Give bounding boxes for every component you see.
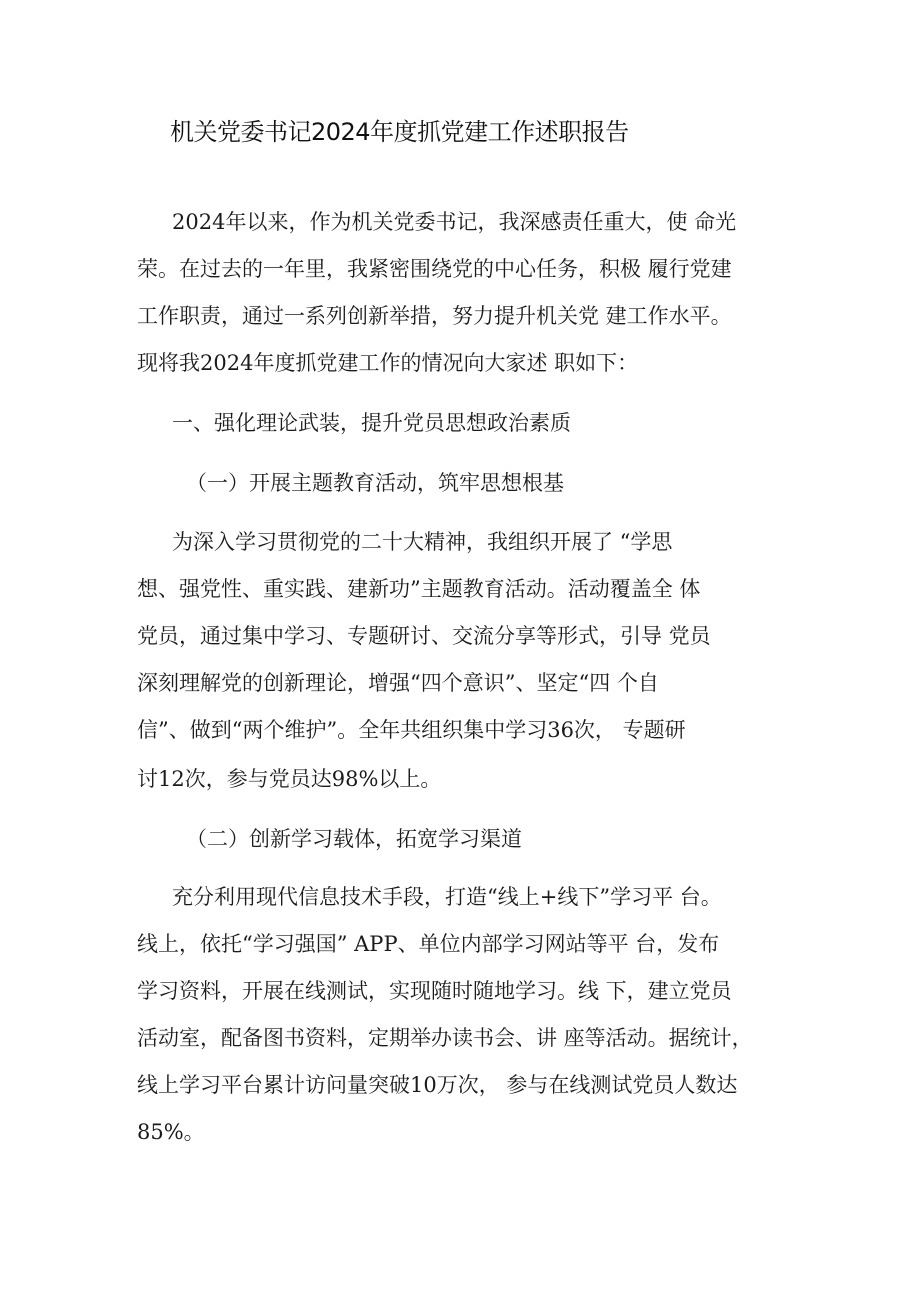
paragraph-line: 为深入学习贯彻党的二十大精神，我组织开展了 “学思 — [172, 530, 673, 554]
paragraph-line: 党员，通过集中学习、专题研讨、交流分享等形式，引导 党员 — [137, 624, 711, 648]
document-title: 机关党委书记2024年度抓党建工作述职报告 — [170, 118, 629, 146]
paragraph-line: 讨12次，参与党员达98%以上。 — [137, 767, 442, 791]
paragraph-line: 学习资料，开展在线测试，实现随时随地学习。线 下，建立党员 — [137, 979, 732, 1003]
paragraph-line: 活动室，配备图书资料，定期举办读书会、讲 座等活动。据统计， — [137, 1026, 753, 1050]
paragraph-line: 深刻理解党的创新理论，增强“四个意识”、坚定“四 个自 — [137, 671, 659, 695]
paragraph-line: 工作职责，通过一系列创新举措，努力提升机关党 建工作水平。 — [137, 304, 732, 328]
paragraph-line: 现将我2024年度抓党建工作的情况向大家述 职如下： — [137, 351, 639, 375]
paragraph-line: 线上学习平台累计访问量突破10万次， 参与在线测试党员人数达 — [137, 1073, 738, 1097]
paragraph-line: 85%。 — [137, 1120, 205, 1144]
section-heading: 一、强化理论武装，提升党员思想政治素质 — [172, 411, 571, 435]
paragraph-line: 2024年以来，作为机关党委书记，我深感责任重大，使 命光 — [172, 210, 737, 234]
paragraph-line: 想、强党性、重实践、建新功”主题教育活动。活动覆盖全 体 — [137, 577, 701, 601]
subsection-heading: （一）开展主题教育活动，筑牢思想根基 — [186, 471, 564, 495]
paragraph-line: 线上，依托“学习强国” APP、单位内部学习网站等平 台，发布 — [137, 932, 720, 956]
paragraph-line: 荣。在过去的一年里，我紧密围绕党的中心任务，积极 履行党建 — [137, 257, 732, 281]
paragraph-line: 充分利用现代信息技术手段，打造“线上+线下”学习平 台。 — [172, 885, 722, 909]
subsection-heading: （二）创新学习载体，拓宽学习渠道 — [186, 827, 522, 851]
paragraph-line: 信”、做到“两个维护”。全年共组织集中学习36次， 专题研 — [137, 718, 686, 742]
